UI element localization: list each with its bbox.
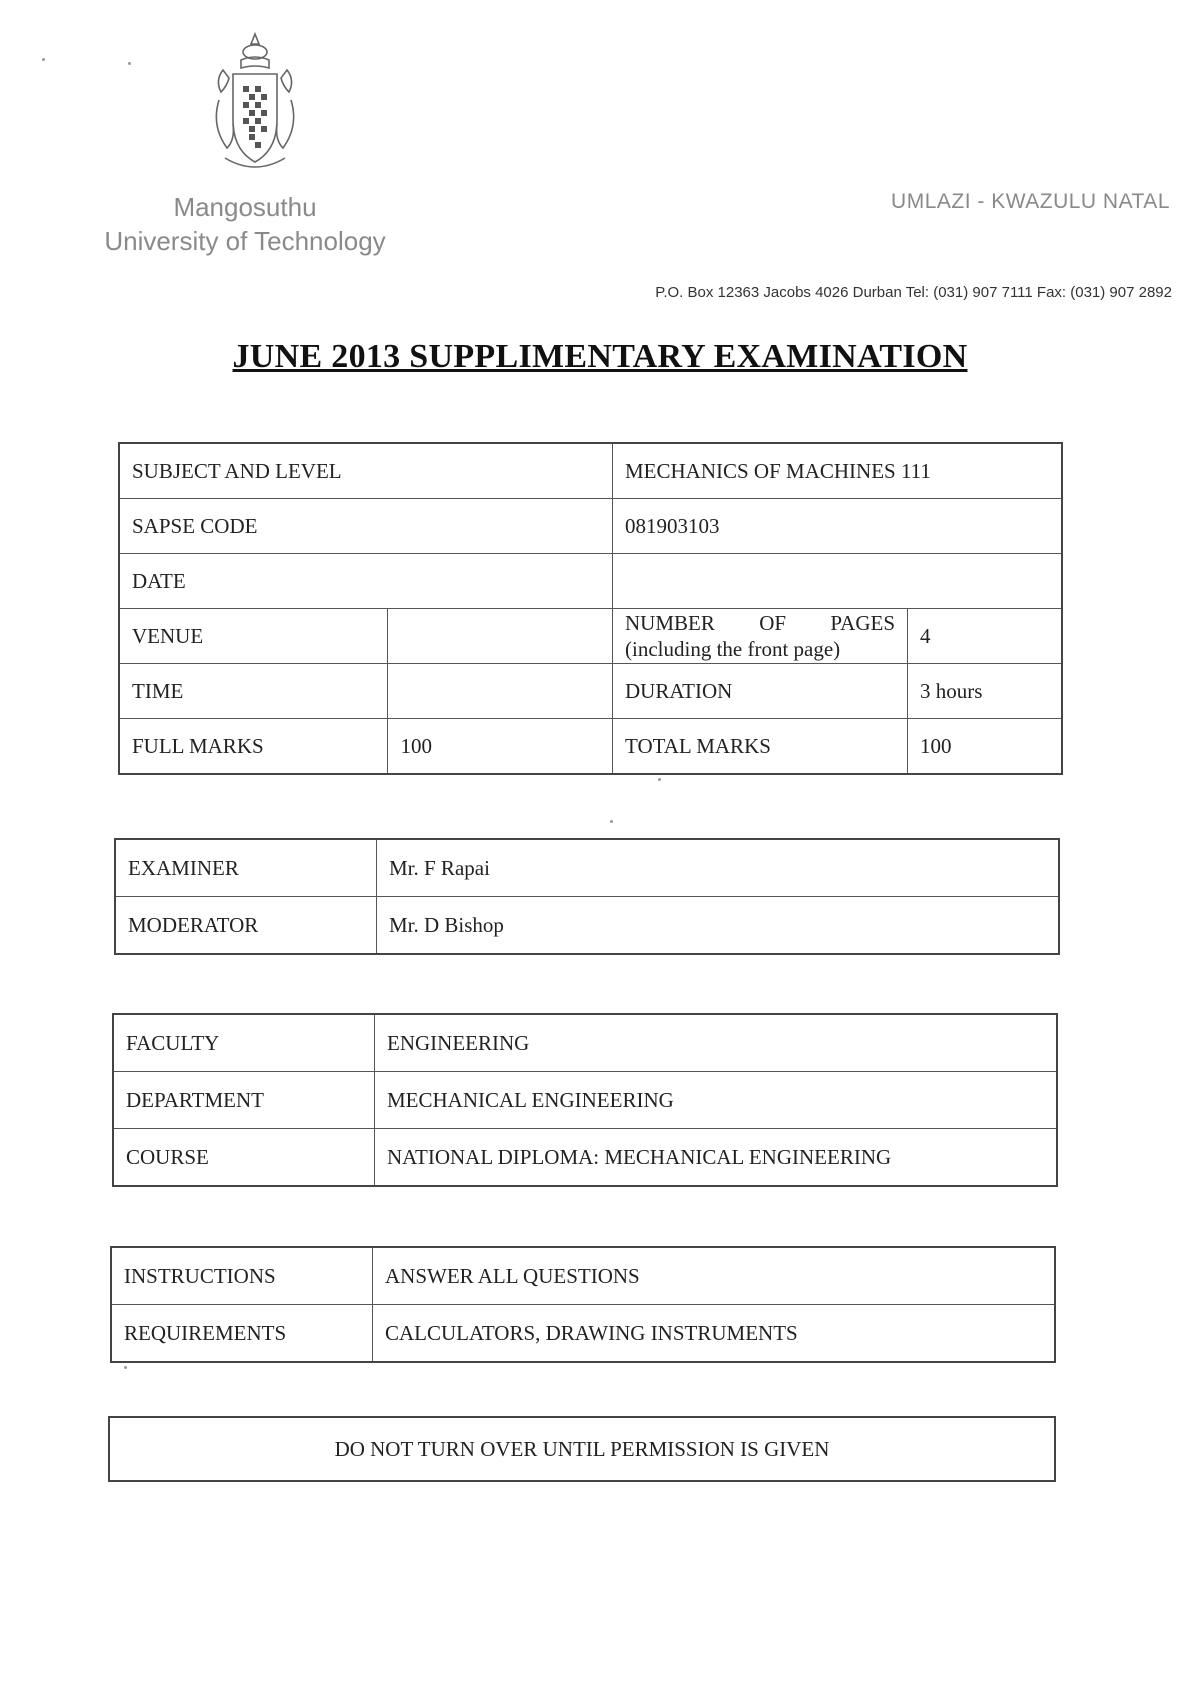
duration-value: 3 hours <box>908 664 1063 719</box>
university-name-line2: University of Technology <box>104 226 386 256</box>
table-row <box>119 499 1062 554</box>
requirements-value: CALCULATORS, DRAWING INSTRUMENTS <box>373 1305 1056 1363</box>
pages-label-word: NUMBER <box>625 611 715 635</box>
examiner-label: EXAMINER <box>115 839 377 897</box>
subject-value: MECHANICS OF MACHINES 111 <box>613 443 1063 499</box>
contact-address: P.O. Box 12363 Jacobs 4026 Durban Tel: (031) 907 7111 Fax: (031) 907 2892 <box>655 284 1172 301</box>
requirements-label: REQUIREMENTS <box>111 1305 373 1363</box>
table-row <box>119 664 1062 719</box>
permission-notice: DO NOT TURN OVER UNTIL PERMISSION IS GIVEN <box>108 1416 1056 1482</box>
campus-region: UMLAZI - KWAZULU NATAL <box>891 190 1170 213</box>
venue-label: VENUE <box>119 609 388 664</box>
scan-speck <box>128 62 131 65</box>
sapse-code-label: SAPSE CODE <box>119 499 613 554</box>
total-marks-label: TOTAL MARKS <box>613 719 908 775</box>
table-row <box>111 1305 1055 1363</box>
faculty-table <box>112 1013 1058 1187</box>
instructions-value: ANSWER ALL QUESTIONS <box>373 1247 1056 1305</box>
faculty-value: ENGINEERING <box>375 1014 1058 1072</box>
table-row <box>113 1129 1057 1187</box>
table-row <box>113 1072 1057 1129</box>
faculty-label: FACULTY <box>113 1014 375 1072</box>
table-row <box>119 609 1062 664</box>
duration-label: DURATION <box>613 664 908 719</box>
number-of-pages-label <box>613 609 908 664</box>
university-crest-logo <box>205 30 305 180</box>
date-label: DATE <box>119 554 613 609</box>
subject-label: SUBJECT AND LEVEL <box>119 443 613 499</box>
moderator-label: MODERATOR <box>115 897 377 955</box>
department-label: DEPARTMENT <box>113 1072 375 1129</box>
date-value <box>613 554 1063 609</box>
course-label: COURSE <box>113 1129 375 1187</box>
university-name-line1: Mangosuthu <box>173 192 317 222</box>
pages-label-word: PAGES <box>830 611 895 635</box>
full-marks-label: FULL MARKS <box>119 719 388 775</box>
sapse-code-value: 081903103 <box>613 499 1063 554</box>
department-value: MECHANICAL ENGINEERING <box>375 1072 1058 1129</box>
pages-label-note: (including the front page) <box>625 637 841 661</box>
number-of-pages-value: 4 <box>908 609 1063 664</box>
full-marks-value: 100 <box>388 719 613 775</box>
moderator-value: Mr. D Bishop <box>377 897 1060 955</box>
scan-speck <box>610 820 613 823</box>
table-row <box>119 554 1062 609</box>
table-row <box>119 719 1062 775</box>
pages-label-word: OF <box>759 611 787 635</box>
table-row <box>115 839 1059 897</box>
table-row <box>113 1014 1057 1072</box>
examiner-value: Mr. F Rapai <box>377 839 1060 897</box>
time-value <box>388 664 613 719</box>
time-label: TIME <box>119 664 388 719</box>
exam-title: JUNE 2013 SUPPLIMENTARY EXAMINATION <box>232 338 968 375</box>
staff-table <box>114 838 1060 955</box>
table-row <box>119 443 1062 499</box>
table-row <box>115 897 1059 955</box>
total-marks-value: 100 <box>908 719 1063 775</box>
scan-speck <box>658 778 661 781</box>
university-name <box>70 190 420 258</box>
table-row <box>111 1247 1055 1305</box>
instructions-table <box>110 1246 1056 1363</box>
venue-value <box>388 609 613 664</box>
instructions-label: INSTRUCTIONS <box>111 1247 373 1305</box>
exam-details-table <box>118 442 1063 775</box>
scan-speck <box>42 58 45 61</box>
course-value: NATIONAL DIPLOMA: MECHANICAL ENGINEERING <box>375 1129 1058 1187</box>
scan-speck <box>124 1366 127 1369</box>
